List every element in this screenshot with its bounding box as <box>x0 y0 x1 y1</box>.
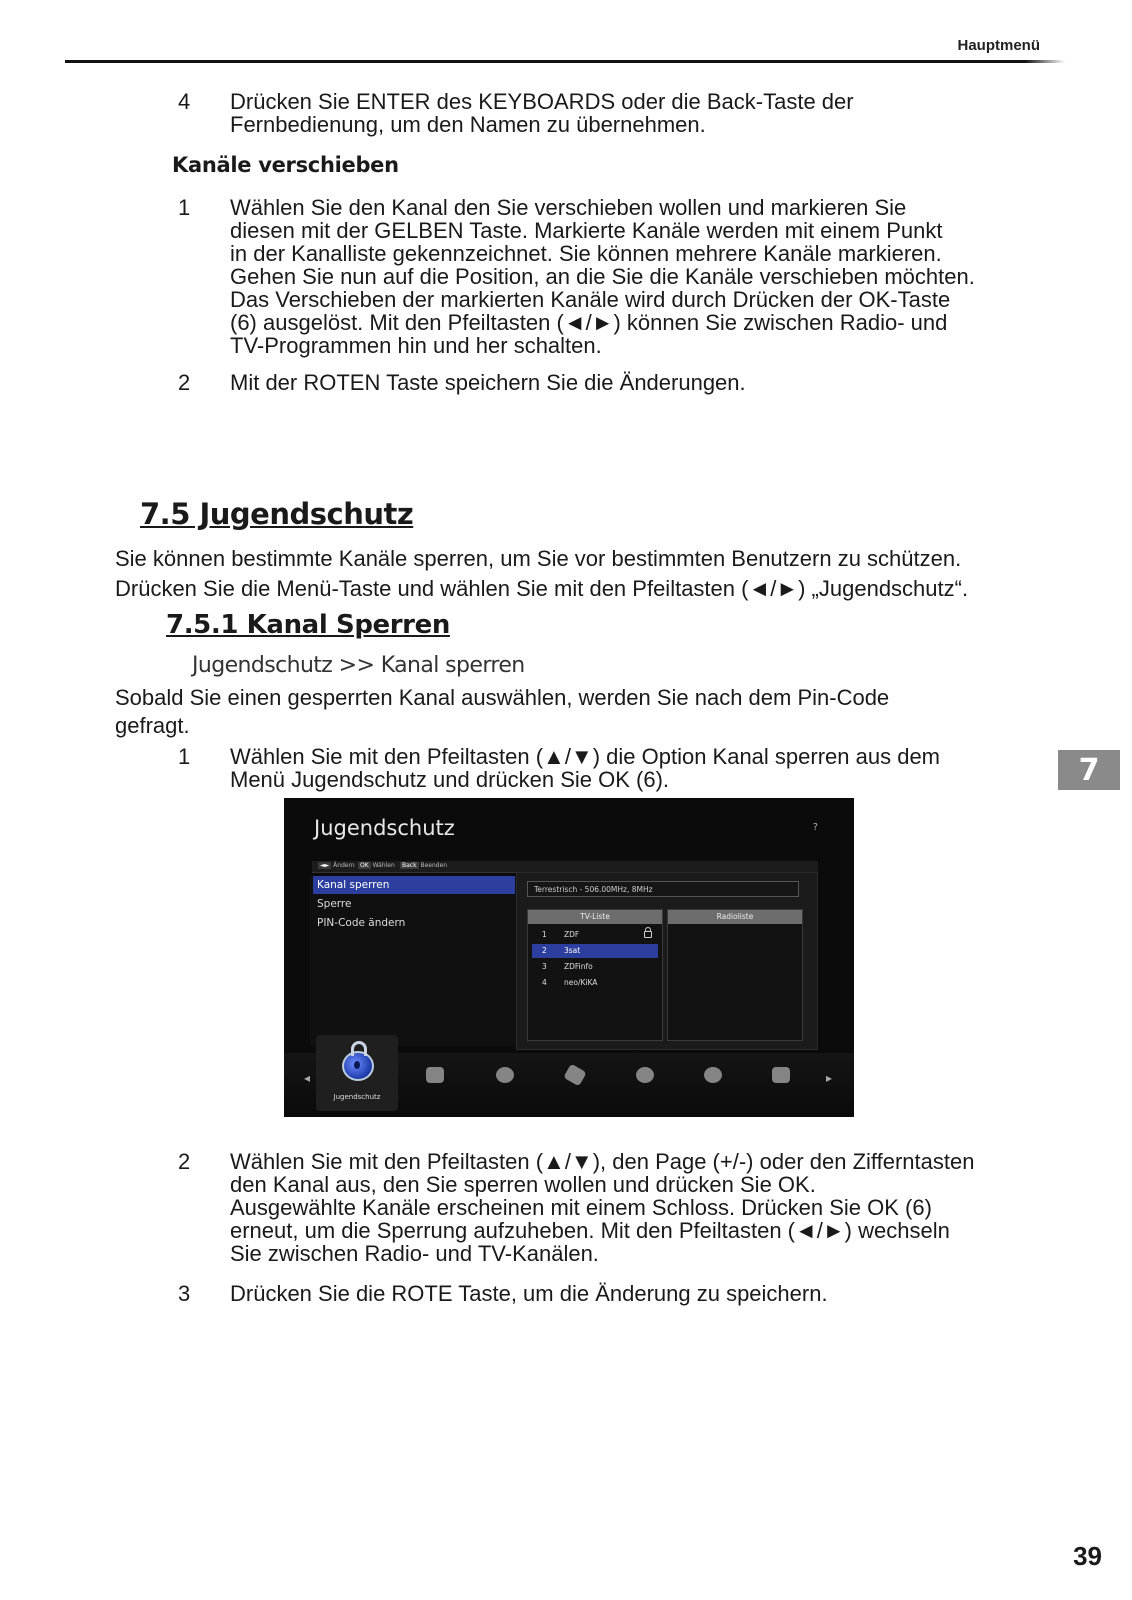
step-text: Mit der ROTEN Taste speichern Sie die Änderungen. <box>230 370 746 395</box>
step-number: 1 <box>178 195 191 220</box>
settings-wheel-icon[interactable] <box>496 1067 514 1083</box>
channel-info-panel <box>516 872 818 1050</box>
section-7-5-heading: 7.5 Jugendschutz <box>140 497 414 531</box>
hint-exit: Back Beenden <box>402 862 448 869</box>
step-text: Drücken Sie die ROTE Taste, um die Änderung zu speichern. <box>230 1281 828 1306</box>
step-number: 1 <box>178 744 191 769</box>
radio-list <box>667 909 803 1041</box>
channel-row[interactable]: 1 ZDF <box>532 928 658 942</box>
active-tile-jugendschutz[interactable] <box>316 1035 398 1111</box>
satellite-icon[interactable] <box>563 1064 587 1087</box>
step-number: 2 <box>178 1149 191 1174</box>
right-arrow-icon[interactable]: ▸ <box>826 1071 833 1085</box>
step-number: 2 <box>178 370 191 395</box>
section-7-5-intro-1: Sie können bestimmte Kanäle sperren, um Sie vor bestimmten Benutzern zu schützen. <box>115 546 962 571</box>
screen-title: Jugendschutz <box>314 816 455 840</box>
tv-icon[interactable] <box>772 1067 790 1083</box>
radio-list-header[interactable]: Radioliste <box>668 910 802 924</box>
hint-change: ◄► Ändern <box>320 862 355 869</box>
channel-row[interactable]: 4 neo/KiKA <box>542 978 598 987</box>
step-number: 3 <box>178 1281 191 1306</box>
menu-item-kanal-sperren[interactable]: Kanal sperren <box>313 876 515 894</box>
menu-panel <box>310 876 520 1046</box>
menu-item-sperre[interactable]: Sperre <box>317 898 352 910</box>
section-7-5-intro-2: Drücken Sie die Menü-Taste und wählen Sie mit den Pfeiltasten (◄/►) „Jugendschutz“. <box>115 576 969 601</box>
chapter-tab: 7 <box>1058 750 1120 790</box>
step-text: Wählen Sie mit den Pfeiltasten (▲/▼), den Page (+/-) oder den Zifferntasten den Kanal aus, den Sie sperren wollen und drücken Sie OK. Ausgewählte Kanäle erscheinen mit einem Schloss. Drücken Sie OK (6) erneut, um die Sperrung aufzuheben. Mit den Pfeiltasten (◄/►) wechseln Sie zwischen Radio- und TV-Kanälen. <box>230 1149 975 1266</box>
section-7-5-1-intro: Sobald Sie einen gesperrten Kanal auswählen, werden Sie nach dem Pin-Code gefragt. <box>115 685 890 738</box>
globe-icon[interactable] <box>636 1067 654 1083</box>
breadcrumb: Jugendschutz >> Kanal sperren <box>192 653 525 678</box>
tv-list <box>527 909 663 1041</box>
bottom-menu-bar <box>284 1053 854 1117</box>
channel-row[interactable]: 3 ZDFinfo <box>542 962 593 971</box>
help-icon[interactable]: ? <box>812 822 818 833</box>
step-text: Wählen Sie mit den Pfeiltasten (▲/▼) die Option Kanal sperren aus dem Menü Jugendschutz und drücken Sie OK (6). <box>230 744 941 792</box>
header-section-label: Hauptmenü <box>957 37 1040 54</box>
tv-list-header[interactable]: TV-Liste <box>528 910 662 924</box>
transponder-info: Terrestrisch - 506.00MHz, 8MHz <box>527 881 799 897</box>
step-text: Drücken Sie ENTER des KEYBOARDS oder die Back-Taste der Fernbedienung, um den Namen zu übernehmen. <box>230 89 854 137</box>
step-number: 4 <box>178 89 191 114</box>
jugendschutz-screenshot <box>284 798 854 1117</box>
gear-icon[interactable] <box>704 1067 722 1083</box>
kanaele-verschieben-heading: Kanäle verschieben <box>172 153 399 177</box>
step-text: Wählen Sie den Kanal den Sie verschieben wollen und markieren Sie diesen mit der GELBEN Taste. Markierte Kanäle werden mit einem Punkt in der Kanalliste gekennzeichnet. Sie können mehrere Kanäle markieren. Gehen Sie nun auf die Position, an die Sie die Kanäle verschieben möchten. Das Verschieben der markierten Kanäle wird durch Drücken der OK-Taste (6) ausgelöst. Mit den Pfeiltasten (◄/►) können Sie zwischen Radio- und TV-Programmen hin und her schalten. <box>230 195 975 358</box>
menu-item-pin-code[interactable]: PIN-Code ändern <box>317 917 406 929</box>
media-icon[interactable] <box>426 1067 444 1083</box>
left-arrow-icon[interactable]: ◂ <box>304 1071 311 1085</box>
section-7-5-1-heading: 7.5.1 Kanal Sperren <box>166 610 450 640</box>
channel-row[interactable]: 2 3sat <box>532 944 658 958</box>
tile-label: Jugendschutz <box>333 1093 381 1101</box>
lock-icon <box>644 931 652 938</box>
page-number: 39 <box>1073 1541 1102 1571</box>
hint-select: OK Wählen <box>360 862 395 869</box>
header-rule <box>65 60 1065 63</box>
lock-icon <box>342 1051 374 1081</box>
